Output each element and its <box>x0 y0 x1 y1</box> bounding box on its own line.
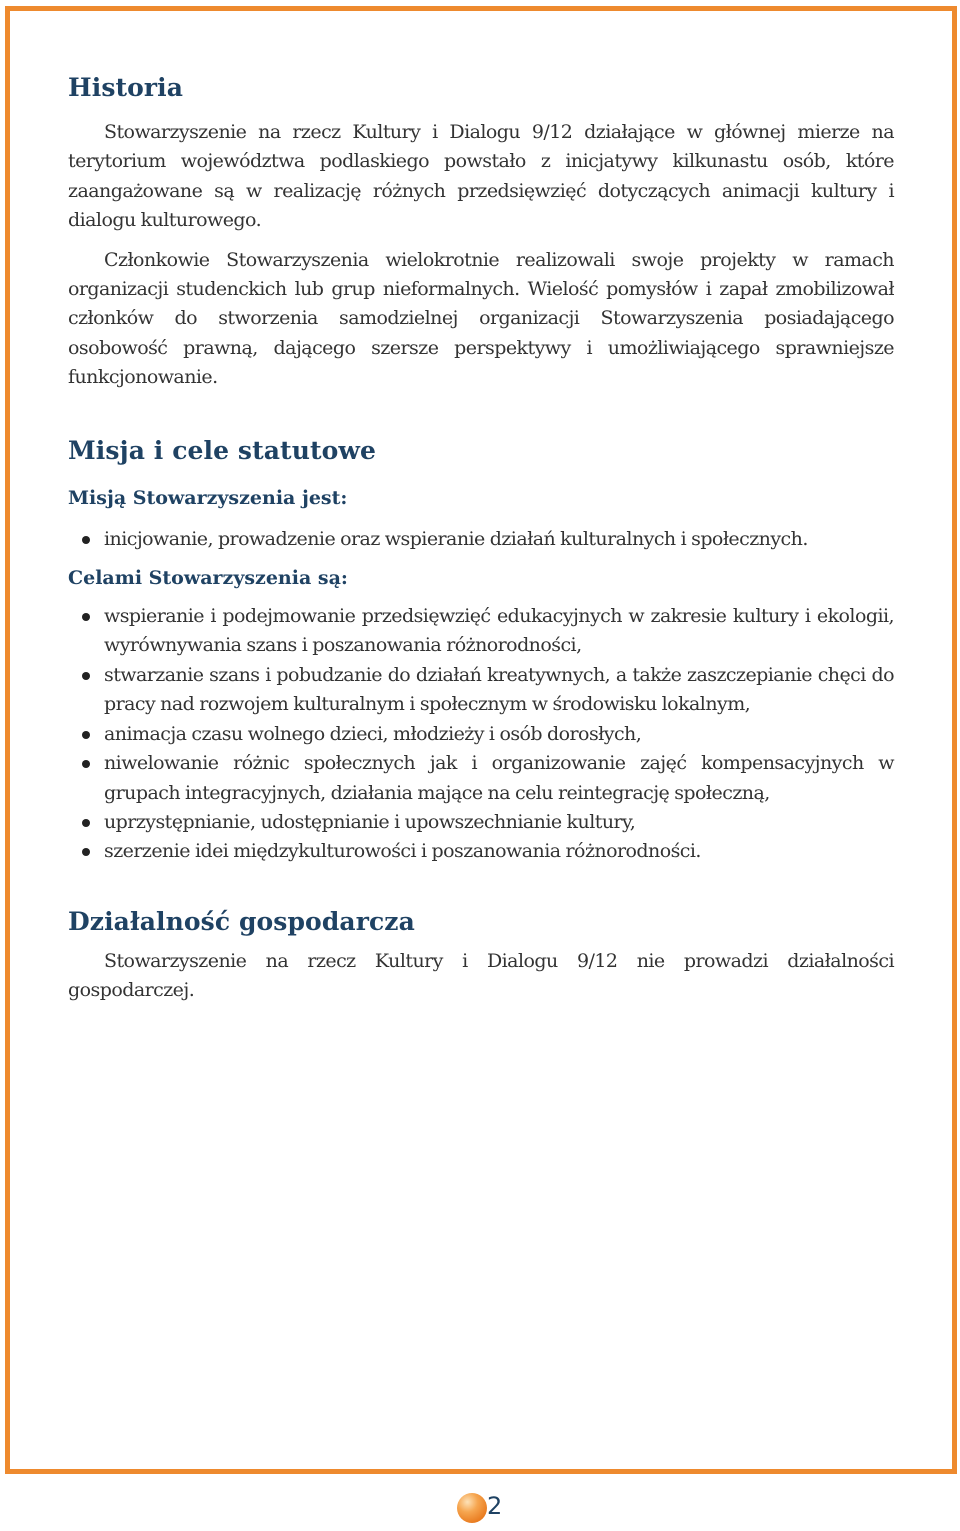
list-item: szerzenie idei międzykulturowości i poszanowania różnorodności. <box>68 837 894 866</box>
page-content <box>68 70 894 1006</box>
page-number: 2 <box>487 1492 503 1520</box>
list-item: inicjowanie, prowadzenie oraz wspieranie działań kulturalnych i społecznych. <box>68 525 894 554</box>
goals-list <box>68 602 894 867</box>
bullet-icon <box>82 536 90 544</box>
bullet-icon <box>82 760 90 768</box>
historia-paragraph-1: Stowarzyszenie na rzecz Kultury i Dialogu 9/12 działające w głównej mierze na terytorium województwa podlaskiego powstało z inicjatywy kilkunastu osób, które zaangażowane są w realizację różnych przedsięwzięć dotyczących animacji kultury i dialogu kulturowego. <box>68 121 894 232</box>
list-item: uprzystępnianie, udostępnianie i upowszechnianie kultury, <box>68 808 894 837</box>
page-footer <box>455 1487 515 1527</box>
list-item: wspieranie i podejmowanie przedsięwzięć edukacyjnych w zakresie kultury i ekologii, wyrównywania szans i poszanowania różnorodności, <box>68 602 894 661</box>
dzialalnosc-paragraph: Stowarzyszenie na rzecz Kultury i Dialogu 9/12 nie prowadzi działalności gospodarczej. <box>68 949 894 1002</box>
heading-historia: Historia <box>68 73 184 102</box>
bullet-icon <box>82 731 90 739</box>
mission-heading: Misją Stowarzyszenia jest: <box>68 486 348 509</box>
bullet-icon <box>82 819 90 827</box>
bullet-icon <box>82 672 90 680</box>
historia-paragraph-2: Członkowie Stowarzyszenia wielokrotnie realizowali swoje projekty w ramach organizacji studenckich lub grup nieformalnych. Wielość pomysłów i zapał zmobilizował członków do stworzenia samodzielnej organizacji Stowarzyszenia posiadającego osobowość prawną, dającego szersze perspektywy i umożliwiającego sprawniejsze funkcjonowanie. <box>68 248 894 389</box>
list-item: animacja czasu wolnego dzieci, młodzieży i osób dorosłych, <box>68 720 894 749</box>
mission-list <box>68 525 894 554</box>
list-item: niwelowanie różnic społecznych jak i organizowanie zajęć kompensacyjnych w grupach integracyjnych, działania mające na celu reintegrację społeczną, <box>68 749 894 808</box>
heading-misja: Misja i cele statutowe <box>68 435 377 465</box>
goals-heading: Celami Stowarzyszenia są: <box>68 567 348 590</box>
list-item: stwarzanie szans i pobudzanie do działań kreatywnych, a także zaszczepianie chęci do pracy nad rozwojem kulturalnym i społecznym w środowisku lokalnym, <box>68 661 894 720</box>
bullet-icon <box>82 613 90 621</box>
heading-dzialalnosc: Działalność gospodarcza <box>68 906 415 936</box>
bullet-icon <box>82 848 90 856</box>
